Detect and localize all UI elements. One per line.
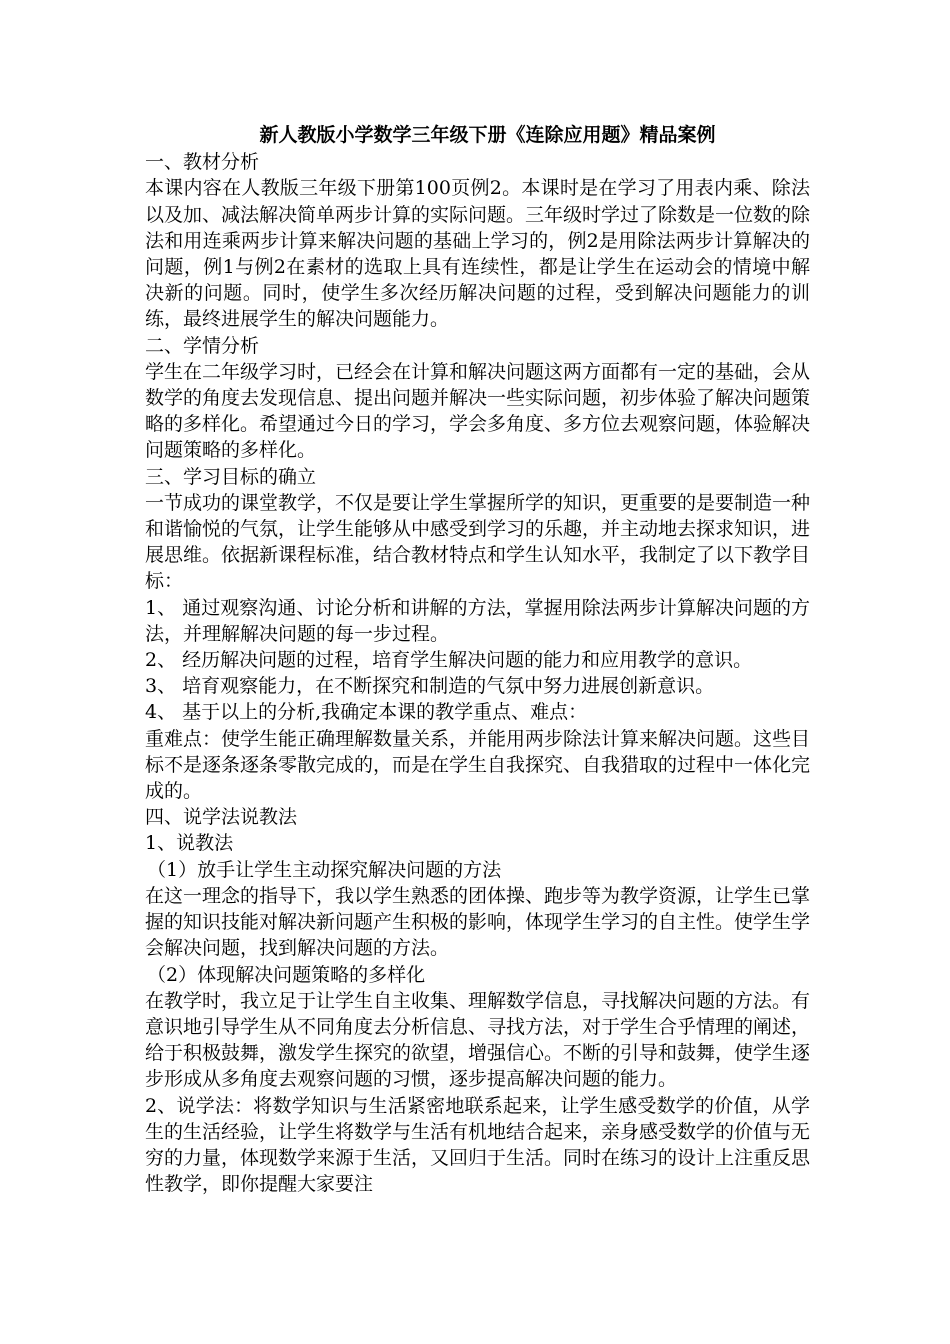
paragraph: 4、 基于以上的分析,我确定本课的教学重点、难点： xyxy=(145,701,588,724)
paragraph: 在这一理念的指导下，我以学生熟悉的团体操、跑步等为教学资源，让学生已掌握的知识技能对解决新问题产生积极的影响，体现学生学习的自主性。使学生学会解决问题，找到解决问题的方法。 xyxy=(145,884,811,960)
subsection-heading: （1）放手让学生主动探究解决问题的方法 xyxy=(147,858,502,881)
paragraph: 重难点：使学生能正确理解数量关系，并能用两步除法计算来解决问题。这些目标不是逐条逐条零散完成的，而是在学生自我探究、自我猎取的过程中一体化完成的。 xyxy=(145,727,811,803)
section-heading: 三、学习目标的确立 xyxy=(145,465,317,488)
section-heading: 1、说教法 xyxy=(145,832,234,855)
paragraph: 本课内容在人教版三年级下册第100页例2。本课时是在学习了用表内乘、除法以及加、减法解决简单两步计算的实际问题。三年级时学过了除数是一位数的除法和用连乘两步计算来解决问题的基础上学习的，例2是用除法两步计算解决的问题，例1与例2在素材的选取上具有连续性，都是让学生在运动会的情境中解决新的问题。同时，使学生多次经历解决问题的过程，受到解决问题能力的训练，最终进展学生的解决问题能力。 xyxy=(145,177,811,331)
paragraph: 1、 通过观察沟通、讨论分析和讲解的方法，掌握用除法两步计算解决问题的方法，并理解解决问题的每一步过程。 xyxy=(145,596,810,645)
paragraph: 3、 培育观察能力，在不断探究和制造的气氛中努力进展创新意识。 xyxy=(145,675,715,698)
paragraph: 一节成功的课堂教学，不仅是要让学生掌握所学的知识，更重要的是要制造一种和谐愉悦的气氛，让学生能够从中感受到学习的乐趣，并主动地去探求知识，进展思维。依据新课程标准，结合教材特点和学生认知水平，我制定了以下教学目标： xyxy=(145,491,811,593)
paragraph: 2、 经历解决问题的过程，培育学生解决问题的能力和应用教学的意识。 xyxy=(145,649,753,672)
paragraph: 学生在二年级学习时，已经会在计算和解决问题这两方面都有一定的基础，会从数学的角度去发现信息、提出问题并解决一些实际问题，初步体验了解决问题策略的多样化。希望通过今日的学习，学会多角度、多方位去观察问题，体验解决问题策略的多样化。 xyxy=(145,360,811,462)
paragraph: 在教学时，我立足于让学生自主收集、理解数学信息，寻找解决问题的方法。有意识地引导学生从不同角度去分析信息、寻找方法，对于学生合乎情理的阐述，给于积极鼓舞，激发学生探究的欲望，增强信心。不断的引导和鼓舞，使学生逐步形成从多角度去观察问题的习惯，逐步提高解决问题的能力。 xyxy=(145,989,811,1091)
subsection-heading: （2）体现解决问题策略的多样化 xyxy=(147,963,426,986)
section-heading: 一、教材分析 xyxy=(145,151,260,174)
document-blocks xyxy=(145,149,810,1197)
paragraph: 2、说学法：将数学知识与生活紧密地联系起来，让学生感受数学的价值，从学生的生活经验，让学生将数学与生活有机地结合起来，亲身感受数学的价值与无穷的力量，体现数学来源于生活，又回归于生活。同时在练习的设计上注重反思性教学，即你提醒大家要注 xyxy=(145,1094,811,1196)
document-body xyxy=(145,122,810,1197)
section-heading: 二、学情分析 xyxy=(145,334,260,357)
section-heading: 四、说学法说教法 xyxy=(145,806,298,829)
document-title: 新人教版小学数学三年级下册《连除应用题》精品案例 xyxy=(259,124,716,146)
